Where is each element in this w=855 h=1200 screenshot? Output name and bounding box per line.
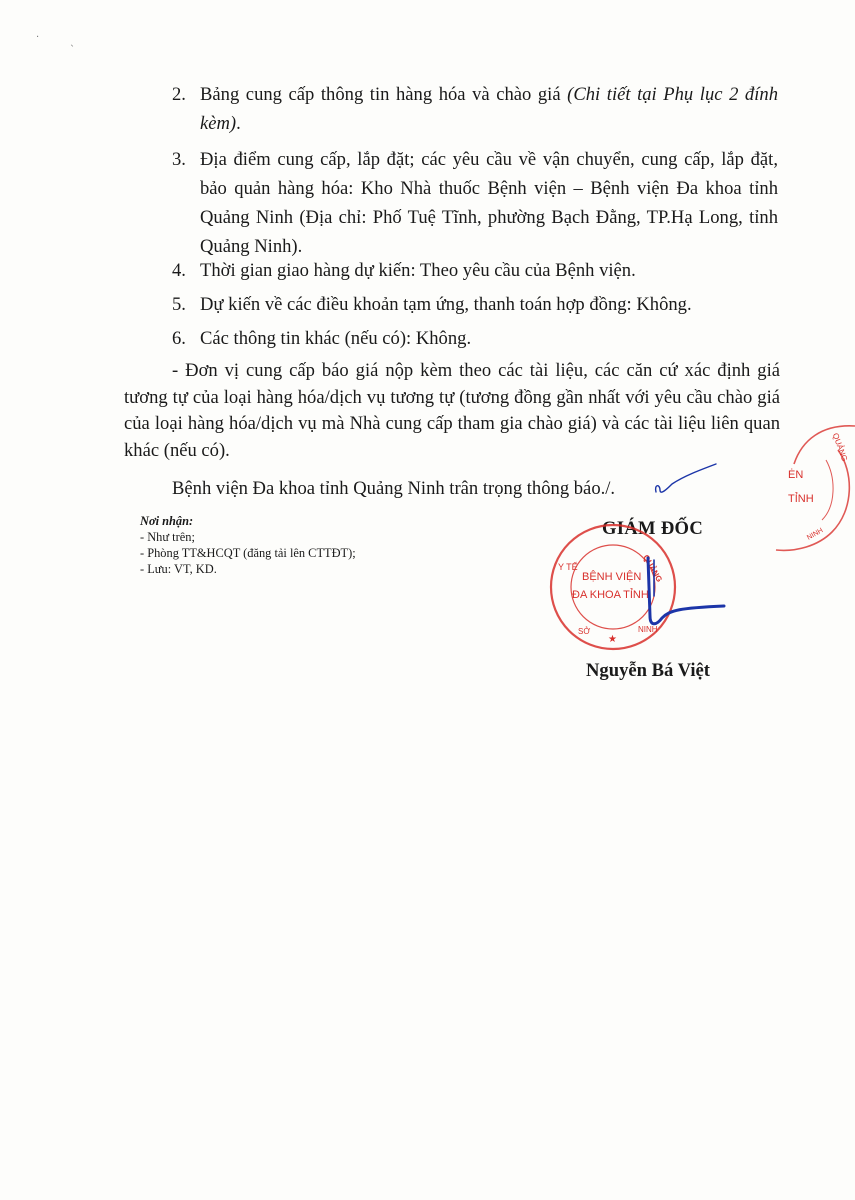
recipient-line: - Phòng TT&HCQT (đăng tải lên CTTĐT); [140,546,356,560]
list-item-3 [172,145,778,261]
stamp-ring-right: QUẢNG [641,553,664,584]
stamp-star: ★ [608,634,617,645]
stamp-line-2: ĐA KHOA TỈNH [572,589,649,601]
director-signature [640,556,732,636]
edge-stamp-line-1: ĖN [788,469,804,481]
stamp-ring-left: Y TẾ [558,562,578,572]
list-text: Các thông tin khác (nếu có): Không. [200,328,472,349]
stamp-ring-bottom: SỞ [578,627,591,636]
scan-speck: · [36,32,40,43]
list-text-plain: Bảng cung cấp thông tin hàng hóa và chào giá [200,84,568,105]
list-number: 6. [172,328,186,349]
edge-stamp-ring-bottom: NINH [806,527,825,542]
list-text: Thời gian giao hàng dự kiến: Theo yêu cầu của Bệnh viện. [200,260,636,281]
recipients-block [140,513,356,577]
recipient-line: - Như trên; [140,530,195,544]
list-item-6 [172,324,778,353]
list-text-italic: (Chi tiết tại Phụ lục 2 đính kèm) [200,84,778,134]
list-text-tail: . [236,113,241,134]
note-paragraph: - Đơn vị cung cấp báo giá nộp kèm theo các tài liệu, các căn cứ xác định giá tương tự của loại hàng hóa/dịch vụ tương tự (tương đồng gần nhất với yêu cầu chào giá của loại hàng hóa/dịch vụ mà Nhà cung cấp tham gia chào giá) và các tài liệu liên quan khác (nếu có). [124,360,780,461]
list-number: 4. [172,260,186,281]
list-item-4 [172,256,778,285]
list-item-5 [172,290,778,319]
signer-name: Nguyễn Bá Việt [586,660,710,681]
scan-speck: ˎ [70,36,75,47]
edge-stamp-partial [772,420,855,560]
edge-stamp-ring: QUẢNG [830,431,850,463]
closing-line: Bệnh viện Đa khoa tỉnh Quảng Ninh trân trọng thông báo./. [172,478,616,499]
edge-stamp-line-2: TỈNH [788,493,814,505]
list-number: 3. [172,149,186,170]
recipient-line: - Lưu: VT, KD. [140,562,217,576]
list-text: Địa điểm cung cấp, lắp đặt; các yêu cầu về vận chuyển, cung cấp, lắp đặt, bảo quản hàng hóa: Kho Nhà thuốc Bệnh viện – Bệnh viện Đa khoa tỉnh Quảng Ninh (Địa chỉ: Phố Tuệ Tĩnh, phường Bạch Đằng, TP.Hạ Long, tỉnh Quảng Ninh). [200,149,778,257]
stamp-ring-bottom-right: NINH [638,625,658,634]
stamp-line-1: BỆNH VIỆN [582,571,642,583]
signer-position: GIÁM ĐỐC [602,518,704,539]
list-text [200,80,778,138]
initial-signature-mark [650,458,720,500]
list-number: 2. [172,84,186,105]
list-number: 5. [172,294,186,315]
list-text: Dự kiến về các điều khoản tạm ứng, thanh toán hợp đồng: Không. [200,294,692,315]
recipients-title: Nơi nhận: [140,514,194,528]
list-item-2 [172,80,778,138]
